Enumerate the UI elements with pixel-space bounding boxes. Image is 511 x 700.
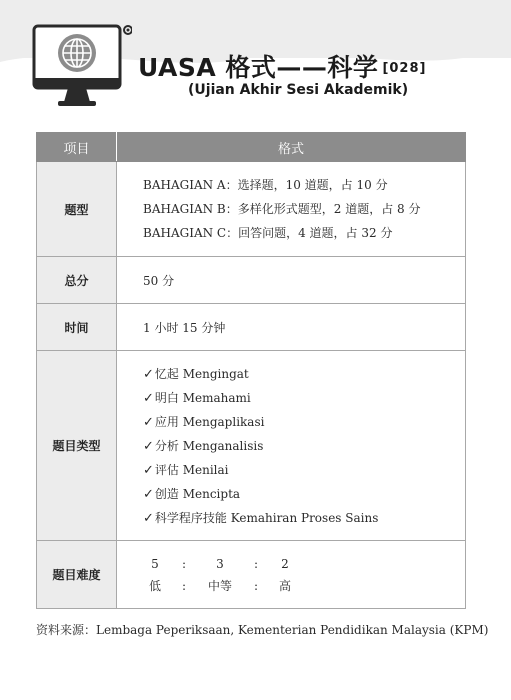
header-item: 项目 (37, 133, 117, 162)
table-row-total (37, 257, 466, 304)
row-label: 时间 (37, 304, 117, 351)
level-low: 低 (148, 578, 161, 593)
list-item (143, 506, 465, 530)
row-label: 总分 (37, 257, 117, 304)
category-text: 分析 Menganalisis (154, 438, 264, 453)
row-label: 题目类型 (37, 351, 117, 541)
row-label: 题型 (37, 162, 117, 257)
ratio-medium: 3 (216, 556, 224, 571)
title-text: UASA 格式——科学 (138, 53, 379, 82)
list-item (143, 410, 465, 434)
row-value: 1 小时 15 分钟 (117, 304, 466, 351)
page-title (138, 48, 426, 84)
list-item (143, 386, 465, 410)
ratio-separator: : (181, 556, 187, 571)
category-text: 明白 Memahami (154, 390, 251, 405)
level-high: 高 (278, 578, 291, 593)
check-icon: ✓ (143, 414, 154, 430)
level-separator: : (253, 578, 259, 593)
table-row-categories (37, 351, 466, 541)
section-b-text: BAHAGIAN B：多样化形式题型，2 道题，占 8 分 (143, 202, 421, 216)
list-item (143, 362, 465, 386)
category-text: 应用 Mengaplikasi (154, 414, 265, 429)
ratio-high: 2 (281, 556, 289, 571)
check-icon: ✓ (143, 438, 154, 454)
table-row-time (37, 304, 466, 351)
format-table (36, 132, 466, 609)
row-label: 题目难度 (37, 541, 117, 609)
check-icon: ✓ (143, 366, 154, 382)
list-item (143, 434, 465, 458)
table-header-row (37, 133, 466, 162)
header-format: 格式 (117, 133, 466, 162)
source-note: 资料来源：Lembaga Peperiksaan, Kementerian Pendidikan Malaysia (KPM) (36, 623, 489, 637)
check-icon: ✓ (143, 510, 154, 526)
check-icon: ✓ (143, 390, 154, 406)
row-value: 50 分 (117, 257, 466, 304)
section-a-text: BAHAGIAN A：选择题，10 道题，占 10 分 (143, 178, 388, 192)
list-item (143, 482, 465, 506)
category-text: 创造 Mencipta (154, 486, 241, 501)
check-icon: ✓ (143, 462, 154, 478)
row-value (117, 541, 466, 609)
ratio-separator: : (253, 556, 259, 571)
ratio-low: 5 (151, 556, 159, 571)
difficulty-levels (143, 575, 465, 597)
list-item (143, 458, 465, 482)
globe-monitor-icon (32, 22, 132, 110)
level-separator: : (181, 578, 187, 593)
table-row-question-type (37, 162, 466, 257)
difficulty-ratio (143, 553, 465, 575)
row-value (117, 351, 466, 541)
table-row-difficulty (37, 541, 466, 609)
section-c-text: BAHAGIAN C：回答问题，4 道题，占 32 分 (143, 226, 393, 240)
category-text: 评估 Menilai (154, 462, 229, 477)
category-text: 忆起 Mengingat (154, 366, 249, 381)
row-value (117, 162, 466, 257)
title-code: [028] (382, 61, 427, 76)
page-subtitle: (Ujian Akhir Sesi Akademik) (188, 82, 409, 98)
category-text: 科学程序技能 Kemahiran Proses Sains (154, 510, 379, 525)
check-icon: ✓ (143, 486, 154, 502)
level-medium: 中等 (207, 578, 232, 593)
